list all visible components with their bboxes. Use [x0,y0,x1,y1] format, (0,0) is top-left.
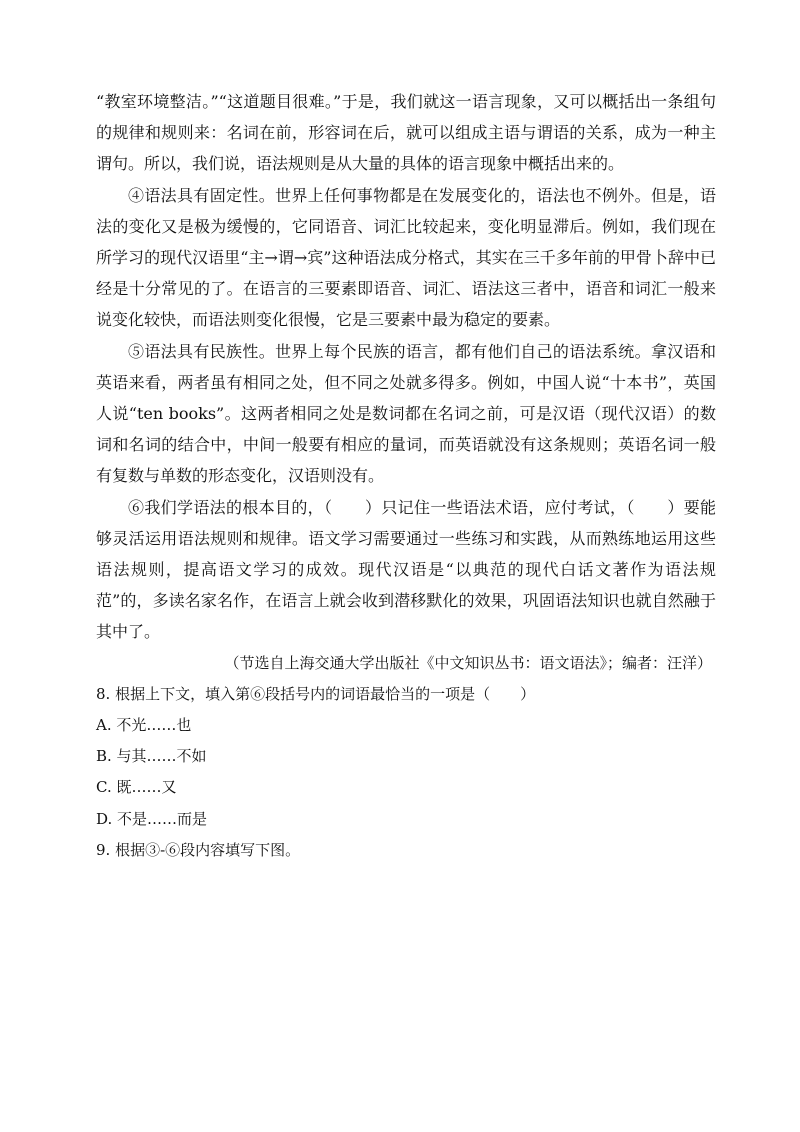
question-9-stem: 9. 根据③-⑥段内容填写下图。 [96,840,301,859]
question-8-option-d: D. 不是……而是 [96,809,208,828]
passage-paragraph-intro: “教室环境整洁。”“这道题目很难。”于是，我们就这一语言现象，又可以概括出一条组句的规律和规则来：名词在前，形容词在后，就可以组成主语与谓语的关系，成为一种主谓句。所以，我们说，语法规则是从大量的具体的语言现象中概括出来的。 [96,92,716,174]
question-8-stem: 8. 根据上下文，填入第⑥段括号内的词语最恰当的一项是（ ） [96,684,536,703]
passage-paragraph-5: ⑤语法具有民族性。世界上每个民族的语言，都有他们自己的语法系统。拿汉语和英语来看，两者虽有相同之处，但不同之处就多得多。例如，中国人说“十本书”，英国人说“ten books”。这两者相同之处是数词都在名词之前，可是汉语（现代汉语）的数词和名词的结合中，中间一般要有相应的量词，而英语就没有这条规则；英语名词一般有复数与单数的形态变化，汉语则没有。 [96,341,716,486]
question-8-option-c: C. 既……又 [96,778,177,797]
passage-paragraph-4: ④语法具有固定性。世界上任何事物都是在发展变化的，语法也不例外。但是，语法的变化又是极为缓慢的，它同语音、词汇比较起来，变化明显滞后。例如，我们现在所学习的现代汉语里“主→谓→宾”这种语法成分格式，其实在三千多年前的甲骨卜辞中已经是十分常见的了。在语言的三要素即语音、词汇、语法这三者中，语音和词汇一般来说变化较快，而语法则变化很慢，它是三要素中最为稳定的要素。 [96,185,716,330]
question-8-option-b: B. 与其……不如 [96,747,207,766]
question-8-option-a: A. 不光……也 [96,716,192,735]
passage-source: （节选自上海交通大学出版社《中文知识丛书：语文语法》；编者：汪洋） [224,653,712,672]
document-content [96,86,716,866]
passage-paragraph-6: ⑥我们学语法的根本目的，（ ）只记住一些语法术语，应付考试，（ ）要能够灵活运用语法规则和规律。语文学习需要通过一些练习和实践，从而熟练地运用这些语法规则，提高语文学习的成效。现代汉语是“以典范的现代白话文著作为语法规范”的，多读名家名作，在语言上就会收到潜移默化的效果，巩固语法知识也就自然融于其中了。 [96,497,716,642]
